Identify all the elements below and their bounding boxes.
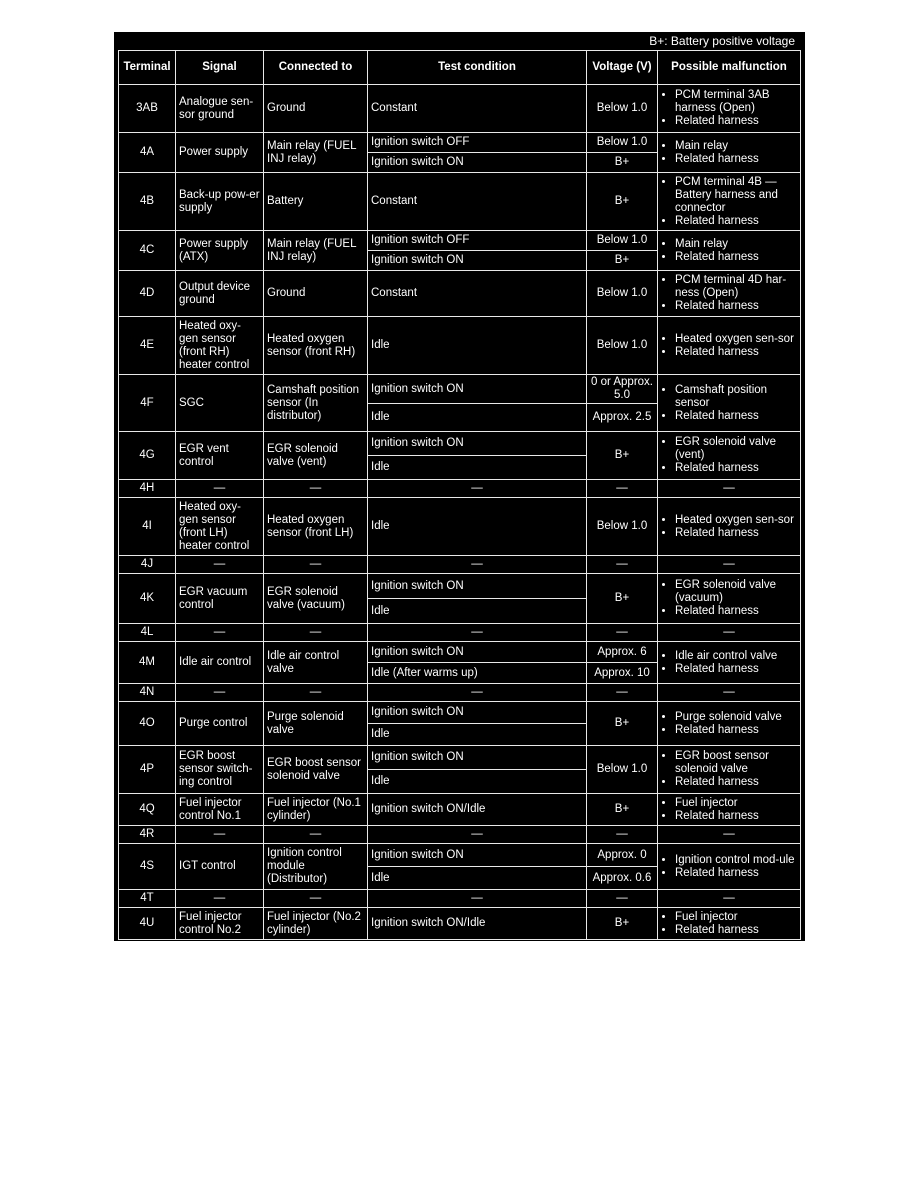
voltage-cell: Approx. 6 [587,642,658,663]
malfunction-list [661,238,797,264]
header-row [119,51,801,85]
test-condition-cell: Ignition switch ON [368,702,587,724]
malfunction-item: • Purge solenoid valve [675,711,797,724]
table-row [119,826,801,844]
connected-to-cell: Battery [264,173,368,231]
signal-cell: EGR vent control [176,432,264,480]
voltage-cell: Below 1.0 [587,746,658,794]
table-row [119,844,801,867]
signal-cell: Analogue sen-sor ground [176,85,264,133]
malfunction-list [661,514,797,540]
connected-to-cell: — [264,624,368,642]
signal-cell: — [176,684,264,702]
malfunction-cell: — [658,624,801,642]
terminal-cell: 4J [119,556,176,574]
connected-to-cell: Purge solenoid valve [264,702,368,746]
header-connected-to: Connected to [264,51,368,85]
malfunction-item: • Related harness [675,115,797,128]
test-condition-cell: Ignition switch ON [368,375,587,404]
terminal-cell: 3AB [119,85,176,133]
signal-cell: IGT control [176,844,264,890]
terminal-cell: 4G [119,432,176,480]
terminal-cell: 4L [119,624,176,642]
connected-to-cell: Camshaft position sensor (In distributor) [264,375,368,432]
malfunction-item: • Related harness [675,410,797,423]
voltage-cell: Below 1.0 [587,231,658,251]
terminal-cell: 4B [119,173,176,231]
table-row [119,480,801,498]
table-row [119,231,801,251]
malfunction-cell [658,908,801,940]
connected-to-cell: — [264,684,368,702]
test-condition-cell: Ignition switch ON [368,251,587,271]
connected-to-cell: Ignition control module (Distributor) [264,844,368,890]
malfunction-item: • Main relay [675,238,797,251]
test-condition-cell: Idle [368,724,587,746]
malfunction-item: • Heated oxygen sen-sor [675,333,797,346]
malfunction-item: • Related harness [675,300,797,313]
malfunction-cell: — [658,684,801,702]
malfunction-cell [658,844,801,890]
malfunction-cell: — [658,556,801,574]
malfunction-list [661,797,797,823]
malfunction-cell [658,375,801,432]
voltage-cell: — [587,624,658,642]
table-row [119,85,801,133]
malfunction-list [661,89,797,128]
legend-note: B+: Battery positive voltage [649,34,795,48]
voltage-cell: B+ [587,432,658,480]
test-condition-cell: Idle [368,867,587,890]
terminal-cell: 4O [119,702,176,746]
connected-to-cell: Main relay (FUEL INJ relay) [264,133,368,173]
voltage-cell: Approx. 2.5 [587,404,658,432]
signal-cell: — [176,826,264,844]
signal-cell: Idle air control [176,642,264,684]
malfunction-cell [658,85,801,133]
malfunction-cell [658,642,801,684]
voltage-cell: Below 1.0 [587,85,658,133]
signal-cell: Heated oxy-gen sensor (front LH) heater control [176,498,264,556]
signal-cell: Heated oxy-gen sensor (front RH) heater control [176,317,264,375]
terminal-cell: 4C [119,231,176,271]
test-condition-cell: Idle (After warms up) [368,663,587,684]
voltage-cell: Approx. 10 [587,663,658,684]
terminal-cell: 4I [119,498,176,556]
terminal-cell: 4N [119,684,176,702]
malfunction-cell [658,173,801,231]
malfunction-list [661,176,797,228]
malfunction-item: • Related harness [675,867,797,880]
test-condition-cell: — [368,624,587,642]
signal-cell: — [176,556,264,574]
terminal-cell: 4U [119,908,176,940]
voltage-cell: Approx. 0 [587,844,658,867]
malfunction-list [661,711,797,737]
table-row [119,375,801,404]
test-condition-cell: Ignition switch ON/Idle [368,908,587,940]
malfunction-item: • Related harness [675,724,797,737]
signal-cell: Back-up pow-er supply [176,173,264,231]
table-row [119,574,801,599]
connected-to-cell: Fuel injector (No.1 cylinder) [264,794,368,826]
malfunction-item: • Related harness [675,153,797,166]
voltage-cell: B+ [587,702,658,746]
terminal-cell: 4A [119,133,176,173]
test-condition-cell: Idle [368,498,587,556]
voltage-cell: B+ [587,173,658,231]
malfunction-item: • Related harness [675,215,797,228]
signal-cell: EGR boost sensor switch-ing control [176,746,264,794]
malfunction-cell [658,746,801,794]
malfunction-cell [658,231,801,271]
table-row [119,271,801,317]
signal-cell: SGC [176,375,264,432]
connected-to-cell: — [264,826,368,844]
table-row [119,432,801,456]
malfunction-cell [658,498,801,556]
malfunction-item: • Related harness [675,810,797,823]
terminal-cell: 4E [119,317,176,375]
malfunction-list [661,140,797,166]
voltage-cell: — [587,556,658,574]
terminal-cell: 4S [119,844,176,890]
malfunction-list [661,436,797,475]
malfunction-list [661,750,797,789]
signal-cell: — [176,624,264,642]
table-row [119,133,801,153]
table-row [119,173,801,231]
malfunction-cell: — [658,826,801,844]
malfunction-item: • Camshaft position sensor [675,384,797,410]
malfunction-cell [658,794,801,826]
malfunction-list [661,854,797,880]
voltage-cell: B+ [587,908,658,940]
test-condition-cell: Ignition switch ON [368,844,587,867]
test-condition-cell: Idle [368,770,587,794]
test-condition-cell: — [368,684,587,702]
test-condition-cell: Ignition switch ON [368,574,587,599]
test-condition-cell: Idle [368,456,587,480]
voltage-cell: B+ [587,794,658,826]
voltage-cell: Approx. 0.6 [587,867,658,890]
terminal-cell: 4H [119,480,176,498]
malfunction-item: • Main relay [675,140,797,153]
terminal-cell: 4K [119,574,176,624]
header-signal: Signal [176,51,264,85]
test-condition-cell: — [368,826,587,844]
test-condition-cell: Idle [368,317,587,375]
table-row [119,556,801,574]
test-condition-cell: Constant [368,173,587,231]
table-row [119,794,801,826]
connected-to-cell: Idle air control valve [264,642,368,684]
voltage-cell: — [587,890,658,908]
header-test-condition: Test condition [368,51,587,85]
connected-to-cell: Ground [264,85,368,133]
signal-cell: — [176,890,264,908]
signal-cell: Power supply (ATX) [176,231,264,271]
test-condition-cell: Ignition switch ON [368,153,587,173]
table-row [119,317,801,375]
voltage-cell: B+ [587,153,658,173]
malfunction-item: • Related harness [675,251,797,264]
test-condition-cell: Constant [368,271,587,317]
signal-cell: Fuel injector control No.1 [176,794,264,826]
table-row [119,624,801,642]
malfunction-list [661,579,797,618]
signal-cell: — [176,480,264,498]
malfunction-item: • Related harness [675,346,797,359]
malfunction-item: • EGR boost sensor solenoid valve [675,750,797,776]
test-condition-cell: Ignition switch OFF [368,133,587,153]
voltage-cell: B+ [587,574,658,624]
voltage-cell: Below 1.0 [587,271,658,317]
signal-cell: Fuel injector control No.2 [176,908,264,940]
connected-to-cell: — [264,556,368,574]
connected-to-cell: Fuel injector (No.2 cylinder) [264,908,368,940]
header-malfunction: Possible malfunction [658,51,801,85]
malfunction-item: • Related harness [675,527,797,540]
connected-to-cell: Main relay (FUEL INJ relay) [264,231,368,271]
test-condition-cell: Ignition switch ON [368,746,587,770]
signal-cell: Purge control [176,702,264,746]
malfunction-item: • EGR solenoid valve (vent) [675,436,797,462]
connected-to-cell: — [264,890,368,908]
connected-to-cell: EGR boost sensor solenoid valve [264,746,368,794]
terminal-cell: 4Q [119,794,176,826]
table-row [119,684,801,702]
test-condition-cell: Ignition switch OFF [368,231,587,251]
malfunction-item: • PCM terminal 4D har-ness (Open) [675,274,797,300]
terminal-cell: 4M [119,642,176,684]
connected-to-cell: EGR solenoid valve (vent) [264,432,368,480]
malfunction-item: • Related harness [675,462,797,475]
connected-to-cell: Ground [264,271,368,317]
test-condition-cell: — [368,556,587,574]
malfunction-item: • Fuel injector [675,911,797,924]
voltage-cell: Below 1.0 [587,317,658,375]
test-condition-cell: — [368,480,587,498]
voltage-cell: — [587,826,658,844]
malfunction-cell [658,133,801,173]
malfunction-list [661,911,797,937]
test-condition-cell: Idle [368,404,587,432]
connected-to-cell: EGR solenoid valve (vacuum) [264,574,368,624]
malfunction-cell [658,702,801,746]
malfunction-item: • Ignition control mod-ule [675,854,797,867]
terminal-cell: 4P [119,746,176,794]
voltage-cell: — [587,480,658,498]
malfunction-item: • Heated oxygen sen-sor [675,514,797,527]
malfunction-list [661,384,797,423]
connected-to-cell: — [264,480,368,498]
terminal-cell: 4F [119,375,176,432]
malfunction-cell [658,432,801,480]
voltage-cell: Below 1.0 [587,133,658,153]
header-voltage: Voltage (V) [587,51,658,85]
voltage-cell: B+ [587,251,658,271]
malfunction-cell: — [658,890,801,908]
signal-cell: Power supply [176,133,264,173]
signal-cell: Output device ground [176,271,264,317]
malfunction-item: • Related harness [675,605,797,618]
header-terminal: Terminal [119,51,176,85]
malfunction-list [661,650,797,676]
malfunction-cell [658,317,801,375]
malfunction-list [661,274,797,313]
malfunction-item: • Related harness [675,776,797,789]
malfunction-list [661,333,797,359]
test-condition-cell: Ignition switch ON [368,642,587,663]
connected-to-cell: Heated oxygen sensor (front RH) [264,317,368,375]
table-row [119,908,801,940]
signal-cell: EGR vacuum control [176,574,264,624]
malfunction-item: • PCM terminal 3AB harness (Open) [675,89,797,115]
malfunction-item: • Related harness [675,663,797,676]
table-row [119,642,801,663]
table-row [119,498,801,556]
malfunction-cell [658,574,801,624]
malfunction-item: • EGR solenoid valve (vacuum) [675,579,797,605]
terminal-cell: 4T [119,890,176,908]
connected-to-cell: Heated oxygen sensor (front LH) [264,498,368,556]
terminal-table [118,50,801,940]
voltage-cell: — [587,684,658,702]
malfunction-cell: — [658,480,801,498]
terminal-cell: 4R [119,826,176,844]
voltage-cell: Below 1.0 [587,498,658,556]
malfunction-item: • Idle air control valve [675,650,797,663]
voltage-cell: 0 or Approx. 5.0 [587,375,658,404]
terminal-cell: 4D [119,271,176,317]
table-row [119,746,801,770]
malfunction-item: • Related harness [675,924,797,937]
table-row [119,702,801,724]
malfunction-item: • PCM terminal 4B — Battery harness and connector [675,176,797,215]
test-condition-cell: — [368,890,587,908]
malfunction-cell [658,271,801,317]
test-condition-cell: Ignition switch ON/Idle [368,794,587,826]
test-condition-cell: Constant [368,85,587,133]
table-panel [114,32,805,941]
test-condition-cell: Ignition switch ON [368,432,587,456]
table-row [119,890,801,908]
test-condition-cell: Idle [368,599,587,624]
malfunction-item: • Fuel injector [675,797,797,810]
